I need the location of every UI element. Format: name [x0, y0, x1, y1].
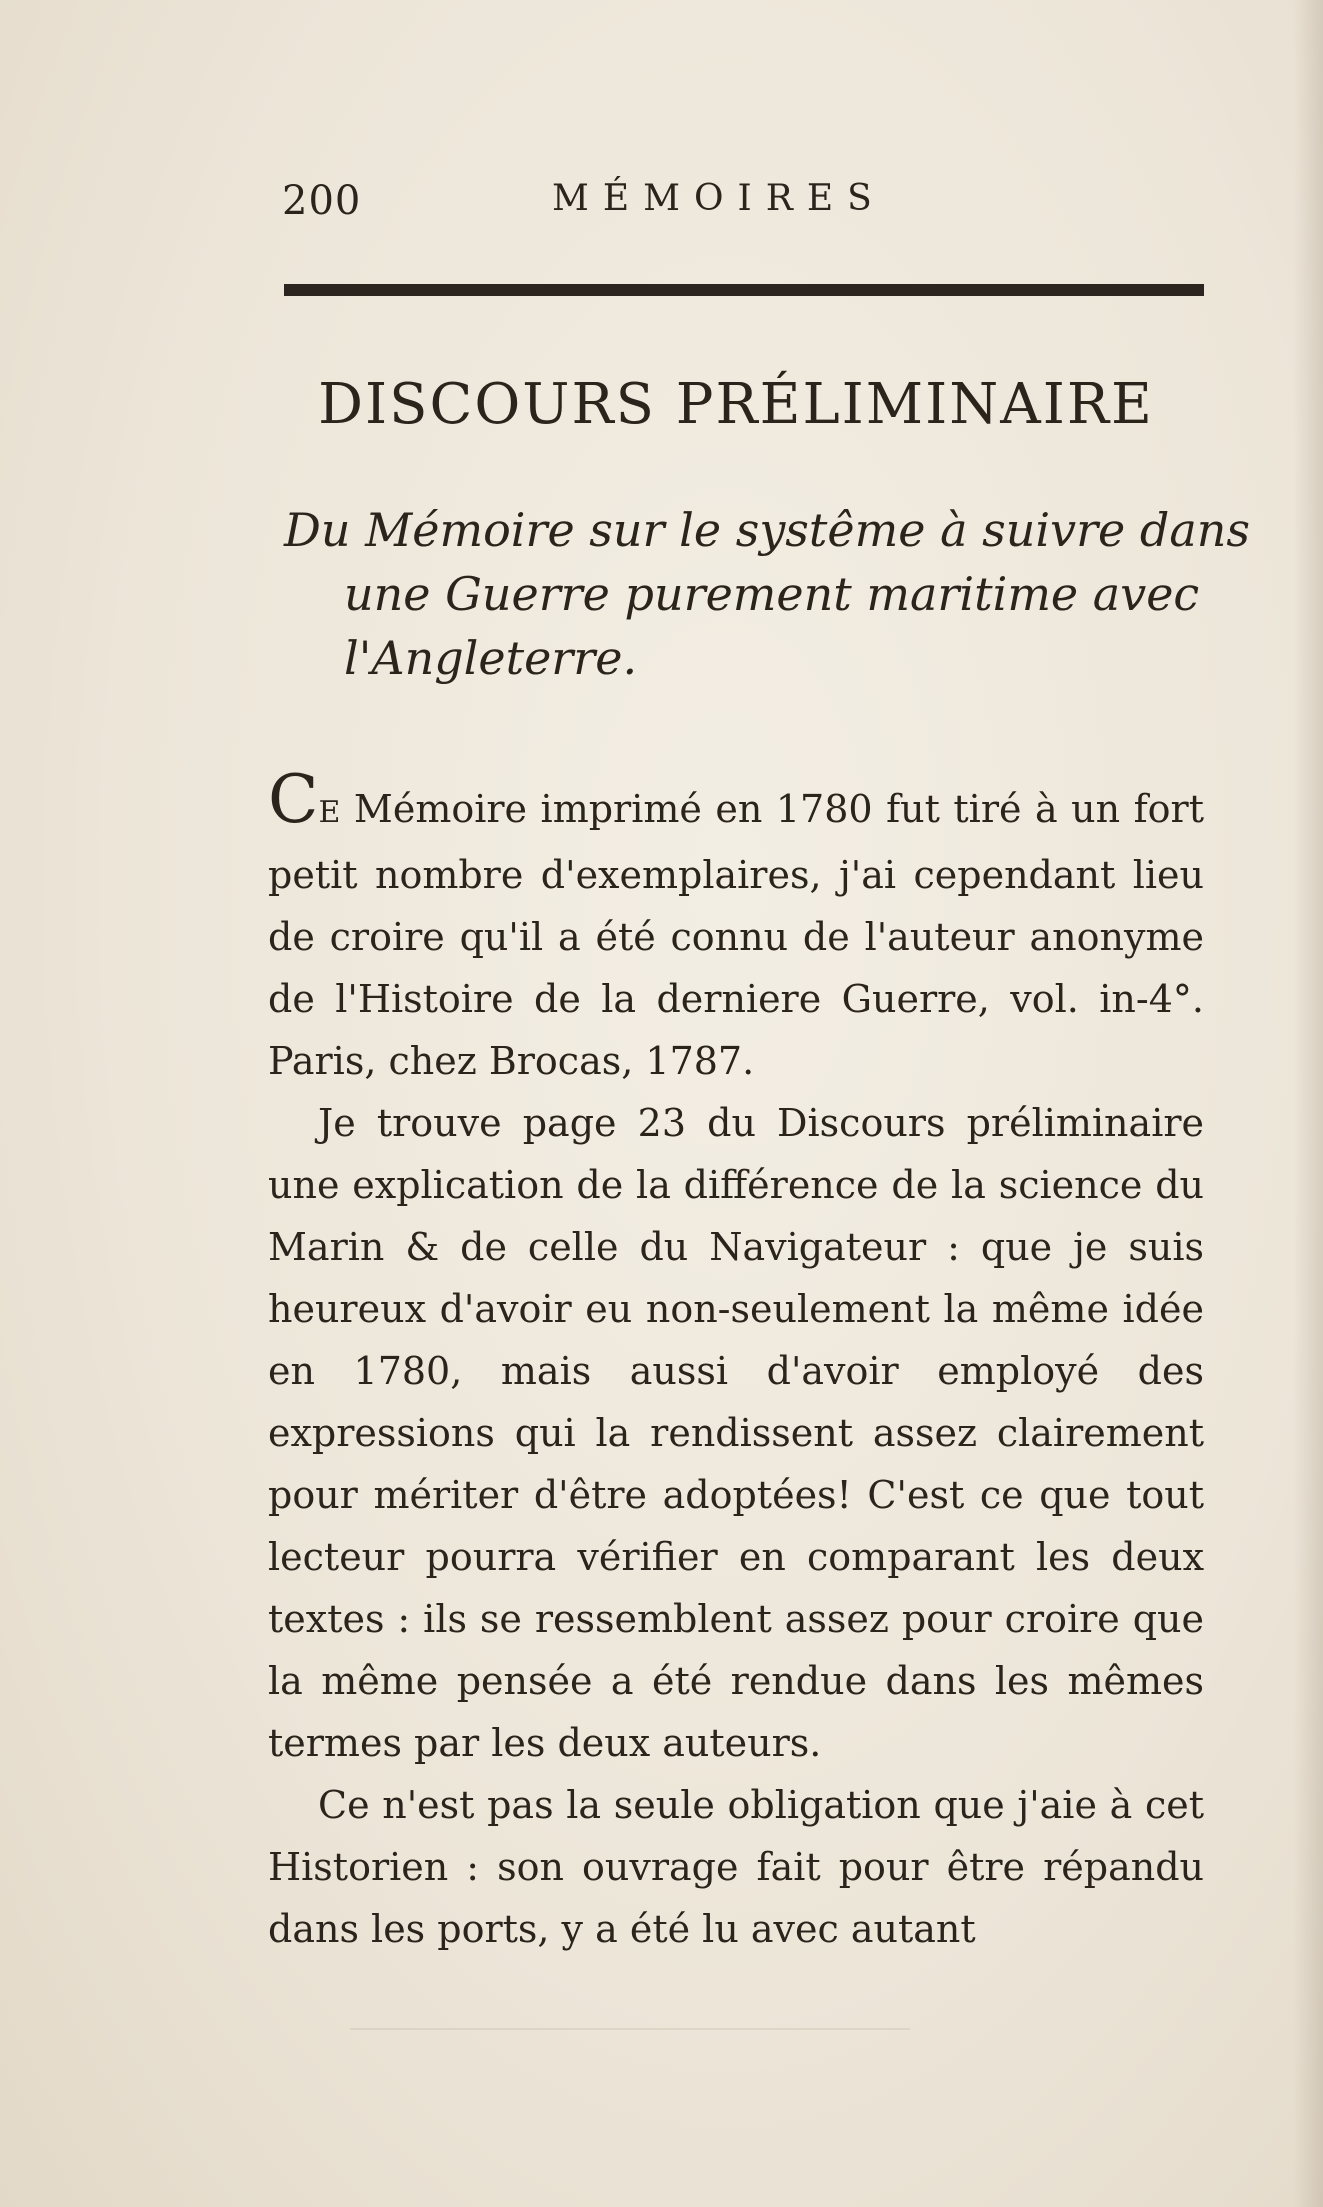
chapter-subtitle: Du Mémoire sur le systême à suivre dans une Guerre purement maritime avec l'Angleterre. — [284, 503, 1250, 685]
running-title: MÉMOIRES — [552, 178, 886, 219]
initial-letter: C — [268, 761, 319, 838]
paragraph-1 — [268, 761, 1204, 1092]
running-header — [268, 178, 1198, 238]
bleed-through-mark — [350, 1968, 910, 2030]
paragraph-1-text: Mémoire imprimé en 1780 fut tiré à un fort petit nombre d'exemplaires, j'ai cependant lieu de croire qu'il a été connu de l'auteur anonyme de l'Histoire de la derniere Guerre, vol. in-4°. Paris, chez Brocas, 1787. — [268, 787, 1204, 1083]
paragraph-3: Ce n'est pas la seule obligation que j'aie à cet Historien : son ouvrage fait pour être répandu dans les ports, y a été lu avec autant — [268, 1783, 1204, 1951]
header-rule — [284, 284, 1204, 296]
page-number: 200 — [282, 178, 362, 224]
body-text — [268, 761, 1204, 1960]
paragraph-2: Je trouve page 23 du Discours préliminaire une explication de la différence de la science du Marin & de celle du Navigateur : que je suis heureux d'avoir eu non-seulement la même idée en 1780, mais aussi d'avoir employé des expressions qui la rendissent assez clairement pour mériter d'être adoptées! C'est ce que tout lecteur pourra vérifier en comparant les deux textes : ils se ressemblent assez pour croire que la même pensée a été rendue dans les mêmes termes par les deux auteurs. — [268, 1101, 1204, 1765]
chapter-title: DISCOURS PRÉLIMINAIRE — [318, 372, 1154, 437]
page-edge-shadow — [1293, 0, 1323, 2207]
initial-smallcaps: E — [318, 795, 341, 830]
